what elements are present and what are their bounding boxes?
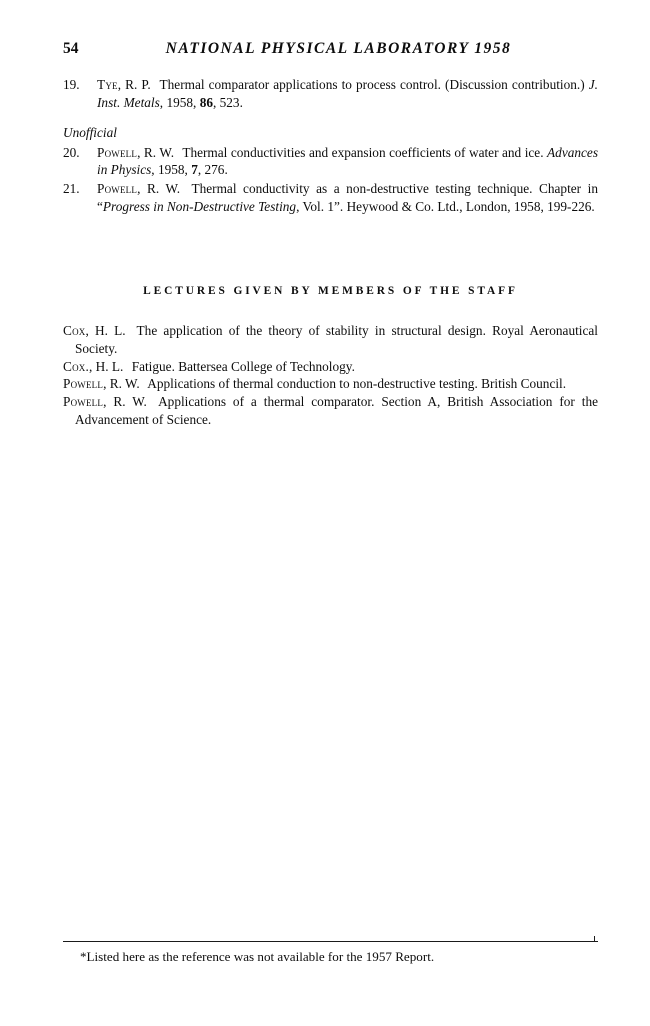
- reference-initials: , R. W.: [137, 144, 175, 160]
- reference-number: 21.: [63, 180, 80, 196]
- reference-title: Thermal conductivities and expansion coefficients of water and ice.: [182, 144, 544, 160]
- reference-entry: [63, 180, 598, 215]
- reference-body: [97, 144, 598, 179]
- unofficial-subheading: Unofficial: [63, 125, 117, 141]
- footnote-text: *Listed here as the reference was not available for the 1957 Report.: [80, 949, 435, 964]
- running-head: [63, 40, 598, 62]
- reference-list: [63, 76, 598, 216]
- reference-entry: [63, 76, 598, 111]
- lecture-initials: , R. W.: [103, 394, 147, 410]
- running-head-title: NATIONAL PHYSICAL LABORATORY 1958: [165, 40, 512, 57]
- reference-number: 19.: [63, 77, 80, 92]
- reference-year: , Vol. 1”. Heywood & Co. Ltd., London, 1958, 199-226.: [296, 198, 595, 214]
- lectures-list: [63, 322, 598, 429]
- lecture-author: Cox.: [63, 358, 89, 374]
- reference-number: 20.: [63, 144, 80, 160]
- lecture-entry: [63, 358, 598, 376]
- reference-body: [97, 180, 598, 215]
- lecture-text: The application of the theory of stability in structural design. Royal Aeronautical Society.: [75, 323, 598, 356]
- lecture-entry: [63, 375, 598, 393]
- reference-initials: , R. W.: [137, 180, 181, 196]
- lecture-entry: [63, 393, 598, 429]
- reference-body: [97, 76, 598, 111]
- lecture-entry: [63, 322, 598, 358]
- reference-journal: J. Inst. Metals: [97, 77, 598, 110]
- reference-initials: , R. P.: [117, 77, 151, 92]
- lecture-author: Powell: [63, 376, 104, 392]
- page-number: 54: [63, 40, 79, 57]
- lecture-text: Applications of a thermal comparator. Section A, British Association for the Advancement of Science.: [75, 394, 598, 427]
- footnote-rule-tick: [594, 936, 595, 942]
- reference-journal: Advances in Physics: [97, 144, 598, 178]
- reference-author: Tye: [97, 77, 118, 92]
- reference-entry: [63, 144, 598, 179]
- lecture-text: Fatigue. Battersea College of Technology.: [131, 358, 355, 374]
- footnote-separator-rule: [63, 941, 598, 942]
- reference-pages: , 523.: [212, 94, 243, 110]
- lecture-initials: , H. L.: [89, 358, 124, 374]
- reference-title: Thermal conductivity as a non-destructive testing technique. Chapter in “: [97, 180, 598, 214]
- reference-volume: 86: [199, 94, 213, 110]
- lectures-section-heading: LECTURES GIVEN BY MEMBERS OF THE STAFF: [143, 285, 518, 297]
- lecture-author: Powell: [63, 394, 104, 410]
- lecture-initials: , R. W.: [103, 376, 140, 392]
- reference-journal: Progress in Non-Destructive Testing: [102, 198, 297, 214]
- reference-volume: 7: [191, 162, 198, 178]
- reference-year: , 1958,: [151, 162, 192, 178]
- reference-year: , 1958,: [159, 94, 200, 110]
- lecture-initials: , H. L.: [85, 323, 126, 338]
- reference-title: Thermal comparator applications to process control. (Discussion contribution.): [159, 77, 585, 92]
- lecture-text: Applications of thermal conduction to non-destructive testing. British Council.: [147, 376, 567, 392]
- reference-pages: , 276.: [197, 162, 228, 178]
- lecture-author: Cox: [63, 323, 86, 338]
- reference-author: Powell: [97, 180, 138, 196]
- reference-author: Powell: [97, 144, 138, 160]
